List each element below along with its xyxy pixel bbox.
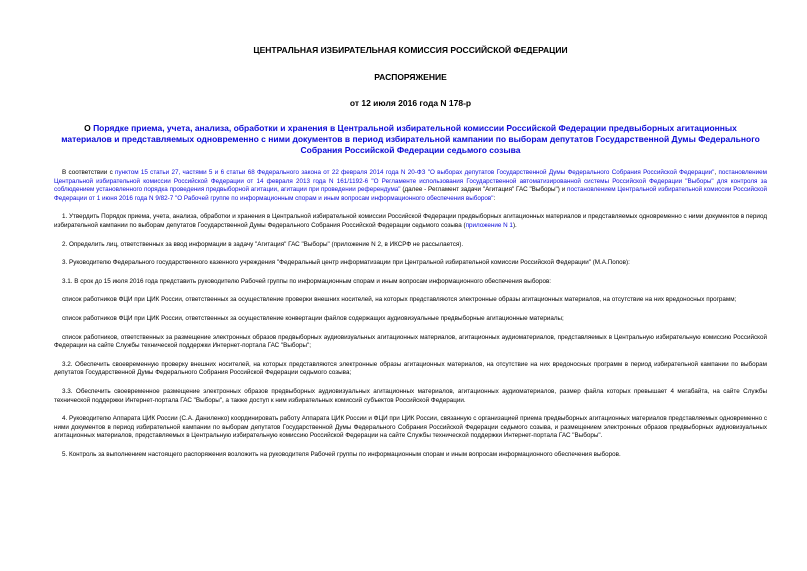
item-text: 1. Утвердить Порядок приема, учета, анализа, обработки и хранения в Центральной избирательной комиссии Российской Федерации предвыборных агитационных материалов и представляемых одновременно с ними документов в период избирательной кампании по выборам депутатов Государственной Думы Федерального Собрания Российской Федерации седьмого созыва ( (54, 213, 767, 229)
item-3-1-c: список работников, ответственных за размещение электронных образов предвыборных аудиовизуальных агитационных материалов, агитационных аудиоматериалов, представляемых в Центральную избирательную комиссию Российской Федерации на сайте Службы технической поддержки Интернет-портала ГАС "Выборы"; (54, 333, 767, 350)
preamble-paragraph (54, 169, 767, 203)
working-group-link[interactable]: постановлением Центральной избирательной комиссии Российской Федерации от 1 июня 2016 года N 9/82-7 "О Рабочей группе по информационным спорам и иным вопросам информационного обеспечения выборов" (54, 186, 768, 202)
issuing-organization: ЦЕНТРАЛЬНАЯ ИЗБИРАТЕЛЬНАЯ КОМИССИЯ РОССИЙСКОЙ ФЕДЕРАЦИИ (253, 45, 568, 55)
appendix-1-link[interactable]: приложение N 1 (465, 221, 513, 229)
preamble-text: : (493, 194, 496, 202)
item-3-1: 3.1. В срок до 15 июля 2016 года представить руководителю Рабочей группы по информационным спорам и иным вопросам информационного обеспечения выборов: (62, 277, 552, 285)
item-3-1-b: список работников ФЦИ при ЦИК России, ответственных за осуществление конвертации файлов содержащих аудиовизуальные предвыборные агитационные материалы; (62, 314, 564, 322)
item-3-3: 3.3. Обеспечить своевременное размещение электронных образов предвыборных аудиовизуальных агитационных материалов, агитационных аудиоматериалов, размер файла которых превышает 4 мегабайта, на сайте Службы технической поддержки Интернет-портала ГАС "Выборы", а также доступ к ним избирательных комиссий субъектов Российской Федерации. (54, 387, 767, 404)
document-date-number: от 12 июля 2016 года N 178-р (349, 98, 472, 108)
item-4: 4. Руководителю Аппарата ЦИК России (С.А. Даниленко) координировать работу Аппарата ЦИК России и ФЦИ при ЦИК России, связанную с организацией приема предвыборных агитационных материалов представляемых одновременно с ними документов в период избирательной кампании по выборам депутатов Государственной Думы Федерального Собрания Российской Федерации седьмого созыва, и размещением электронных образов предвыборных аудиовизуальных агитационных материалов, представляемых в Центральную избирательную комиссию Российской Федерации на сайте Службы технической поддержки Интернет-портала ГАС "Выборы". (54, 415, 767, 440)
document-title (60, 123, 761, 156)
item-3-2: 3.2. Обеспечить своевременную проверку внешних носителей, на которых представляются электронные образы агитационных материалов, на отсутствие на них вредоносных программ в период избирательной кампании по выборам депутатов Государственной Думы Федерального Собрания Российской Федерации седьмого созыва; (54, 360, 767, 377)
preamble-text: (далее - Регламент задачи "Агитация" ГАС "Выборы") и (400, 186, 568, 194)
item-1 (54, 213, 767, 230)
preamble-text: , (714, 169, 719, 176)
law-link[interactable]: пунктом 15 статьи 27, частями 5 и 6 статьи 68 Федерального закона от 22 февраля 2014 года N 20-ФЗ "О выборах депутатов Государственной Думы Федерального Собрания Российской Федерации" (115, 169, 715, 176)
document-type: РАСПОРЯЖЕНИЕ (374, 72, 447, 82)
item-2: 2. Определить лиц, ответственных за ввод информации в задачу "Агитация" ГАС "Выборы" (приложение N 2, в ИКСРФ не рассылается). (62, 240, 464, 248)
item-5: 5. Контроль за выполнением настоящего распоряжения возложить на руководителя Рабочей группы по информационным спорам и иным вопросам информационного обеспечения выборов. (62, 450, 621, 458)
item-text: ). (512, 221, 517, 229)
title-link[interactable]: Порядке приема, учета, анализа, обработки и хранения в Центральной избирательной комиссии Российской Федерации предвыборных агитационных материалов и представляемых одновременно с ними документов в период избирательной кампании по выборам депутатов Государственной Думы Федерального Собрания Российской Федерации седьмого созыва (61, 123, 760, 155)
preamble-text: В соответствии с (62, 169, 116, 176)
item-3: 3. Руководителю Федерального государственного казенного учреждения "Федеральный центр информатизации при Центральной избирательной комиссии Российской Федерации" (М.А.Попов): (62, 259, 630, 267)
regulation-link[interactable]: постановлением Центральной избирательной комиссии Российской Федерации от 14 февраля 2013 года N 161/1192-6 "О Регламенте использования Государственной автоматизированной системы Российской Федерации "Выборы" для контроля за соблюдением установленного порядка проведения предвыборной агитации, агитации при проведении референдума" (54, 169, 767, 194)
document-body (54, 169, 767, 459)
title-prefix: О (84, 123, 94, 133)
item-3-1-a: список работников ФЦИ при ЦИК России, ответственных за осуществление проверки внешних носителей, на которых представляются электронные образы агитационных материалов, на отсутствие на них вредоносных программ; (62, 296, 737, 304)
